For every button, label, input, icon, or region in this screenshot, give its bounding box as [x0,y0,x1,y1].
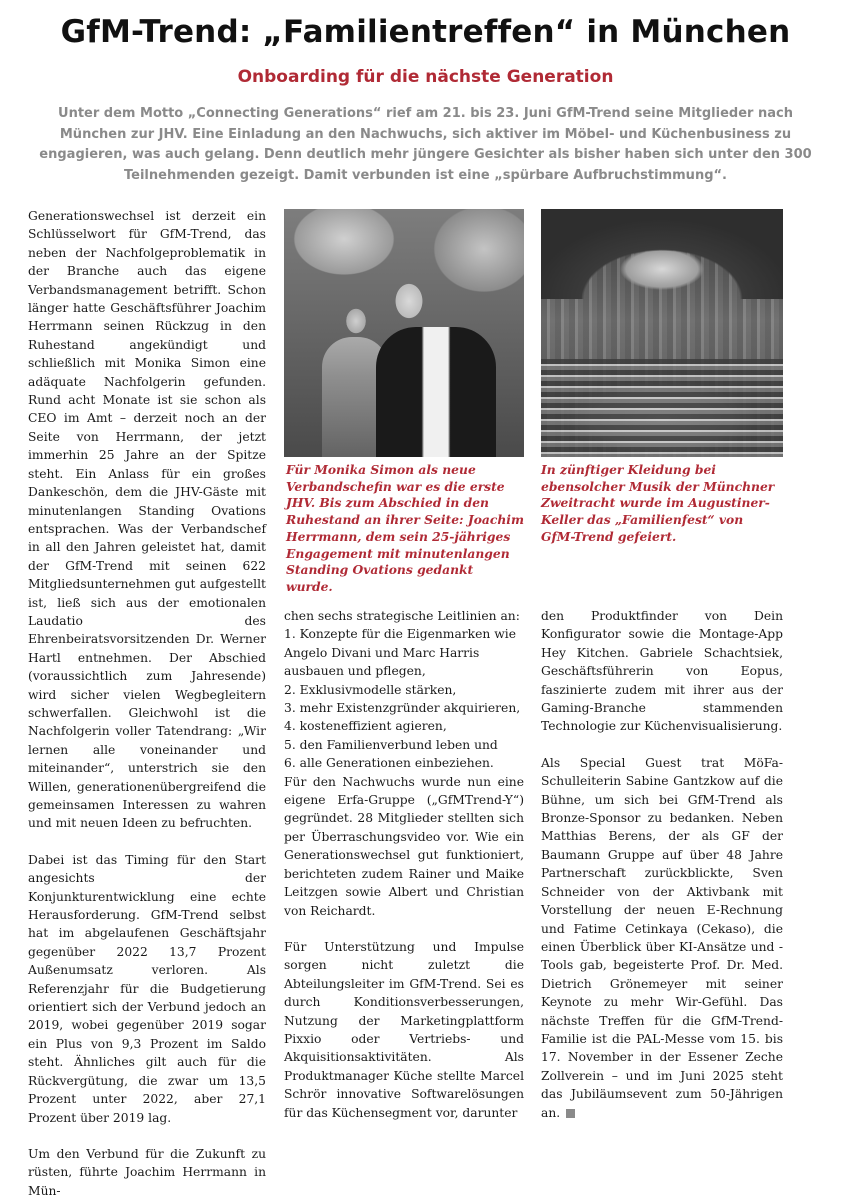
list-item: 2. Exklusivmodelle stärken, [284,682,457,697]
text-column-3 [541,607,783,1122]
column1-paragraph-1: Generationswechsel ist derzeit ein Schlüsselwort für GfM-Trend, das neben der Nachfolgeproblematik in der Branche auch das eigene Verbandsmanagement betrifft. Schon länger hatte Geschäftsführer Joachim Herrmann seinen Rückzug in den Ruhestand angekündigt und schließlich mit Monika Simon eine adäquate Nachfolgerin gefunden. Rund acht Monate ist sie schon als CEO im Amt – derzeit noch an der Seite von Herrmann, der jetzt immerhin 25 Jahre an der Spitze steht. Ein Anlass für ein großes Dankeschön, dem die JHV-Gäste mit minutenlangen Standing Ovations entsprachen. Was der Verbandschef in all den Jahren geleistet hat, damit der GfM-Trend mit seinen 622 Mitgliedsunternehmen gut aufgestellt ist, ließ sich aus der emotionalen Laudatio des Ehrenbeiratsvorsitzenden Dr. Werner Hartl entnehmen. Der Abschied (voraussichtlich zum Jahresende) wird sicher vielen Wegbegleitern schwerfallen. Gleichwohl ist die Nachfolgerin voller Tatendrang: „Wir lernen alle voneinander und miteinander“, unterstrich sie den Willen, generationenübergreifend die gemeinsamen Interessen zu wahren und mit neuen Ideen zu befruchten. [28,209,266,831]
column3-paragraph-2-text: Als Special Guest trat MöFa-Schulleiterin Sabine Gantzkow auf die Bühne, um sich bei GfM-Trend als Bronze-Sponsor zu bedanken. Neben Matthias Berens, der als GF der Baumann Gruppe auf über 48 Jahre Partnerschaft zurückblickte, Sven Schneider von der Aktivbank mit Vorstellung der neuen E-Rechnung und Fatime Cetinkaya (Cekaso), die einen Überblick über KI-Ansätze und -Tools gab, begeisterte Prof. Dr. Med. Dietrich Grönemeyer mit seiner Keynote zu mehr Wir-Gefühl. Das nächste Treffen für die GfM-Trend-Familie ist die PAL-Messe vom 15. bis 17. November in der Essener Zeche Zollverein – und im Juni 2025 steht das Jubiläumsevent zum 50-Jährigen an. [541,755,783,1120]
photo-augustiner-keller-event [541,209,783,457]
text-column-2 [284,607,524,1122]
photo-caption-1: Für Monika Simon als neue Verbandschefin war es die erste JHV. Bis zum Abschied in den Ruhestand an ihrer Seite: Joachim Herrmann, dem sein 25-jähriges Engagement mit minutenlangen Standing Ovations gedankt wurde. [286,462,524,594]
article-headline: GfM-Trend: „Familientreffen“ in München [60,14,791,50]
column1-paragraph-2: Dabei ist das Timing für den Start angesichts der Konjunkturentwicklung eine echte Herausforderung. GfM-Trend selbst hat im abgelaufenen Geschäftsjahr gegenüber 2022 13,7 Prozent Außenumsatz verloren. Als Referenzjahr für die Budgetierung orientiert sich der Verbund jedoch an 2019, wobei gegenüber 2019 sogar ein Plus von 9,3 Prozent im Saldo steht. Ähnliches gilt auch für die Rückvergütung, die zwar um 13,5 Prozent unter 2022, aber 27,1 Prozent über 2019 lag. [28,852,266,1125]
column3-paragraph-2 [541,754,783,1122]
photo-figure-man [376,327,496,457]
list-item: 1. Konzepte für die Eigenmarken wie Angelo Divani und Marc Harris ausbauen und pflegen, [284,627,516,679]
column3-paragraph-1: den Produktfinder von Dein Konfigurator sowie die Montage-App Hey Kitchen. Gabriele Schachtsiek, Geschäftsführerin von Eopus, faszinierte zudem mit ihrer aus der Gaming-Branche stammenden Technologie zur Küchenvisualisierung. [541,609,783,734]
photo-monika-simon-joachim-herrmann [284,209,524,457]
column2-paragraph-2: Für den Nachwuchs wurde nun eine eigene Erfa-Gruppe („GfMTrend-Y“) gegründet. 28 Mitglieder stellten sich per Überraschungsvideo vor. Wie ein Generationswechsel gut funktioniert, berichteten zudem Rainer und Maike Leitzgen sowie Albert und Christian von Reichardt. [284,774,524,918]
photo-vaulted-ceiling [541,209,783,299]
column2-paragraph-3: Für Unterstützung und Impulse sorgen nicht zuletzt die Abteilungsleiter im GfM-Trend. Sei es durch Konditionsverbesserungen, Nutzung der Marketingplattform Pixxio oder Vertriebs- und Akquisitionsaktivitäten. Als Produktmanager Küche stellte Marcel Schrör innovative Softwarelösungen für das Küchensegment vor, darunter [284,939,524,1120]
list-item: 3. mehr Existenzgründer akquirieren, [284,701,521,716]
article-lead: Unter dem Motto „Connecting Generations“ rief am 21. bis 23. Juni GfM-Trend seine Mitglieder nach München zur JHV. Eine Einladung an den Nachwuchs, sich aktiver im Möbel- und Küchenbusiness zu engagieren, was auch gelang. Denn deutlich mehr jüngere Gesichter als bisher haben sich unter den 300 Teilnehmenden gezeigt. Damit verbunden ist eine „spürbare Aufbruchstimmung“. [39,106,812,183]
list-item: 5. den Familienverbund leben und [284,737,498,752]
column2-paragraph-1: chen sechs strategische Leitlinien an: [284,609,520,623]
photo-caption-2: In zünftiger Kleidung bei ebensolcher Musik der Münchner Zweitracht wurde im Augustiner-Keller das „Familienfest“ von GfM-Trend gefeiert. [541,462,775,544]
photo-crowd-tables [541,359,783,457]
list-item: 4. kosteneffizient agieren, [284,719,447,734]
end-of-article-icon [566,1109,575,1118]
list-item: 6. alle Generationen einbeziehen. [284,756,494,771]
text-column-1 [28,207,266,1200]
article-subheadline: Onboarding für die nächste Generation [237,67,614,87]
column1-paragraph-3: Um den Verbund für die Zukunft zu rüsten, führte Joachim Herrmann in Mün- [28,1146,266,1198]
